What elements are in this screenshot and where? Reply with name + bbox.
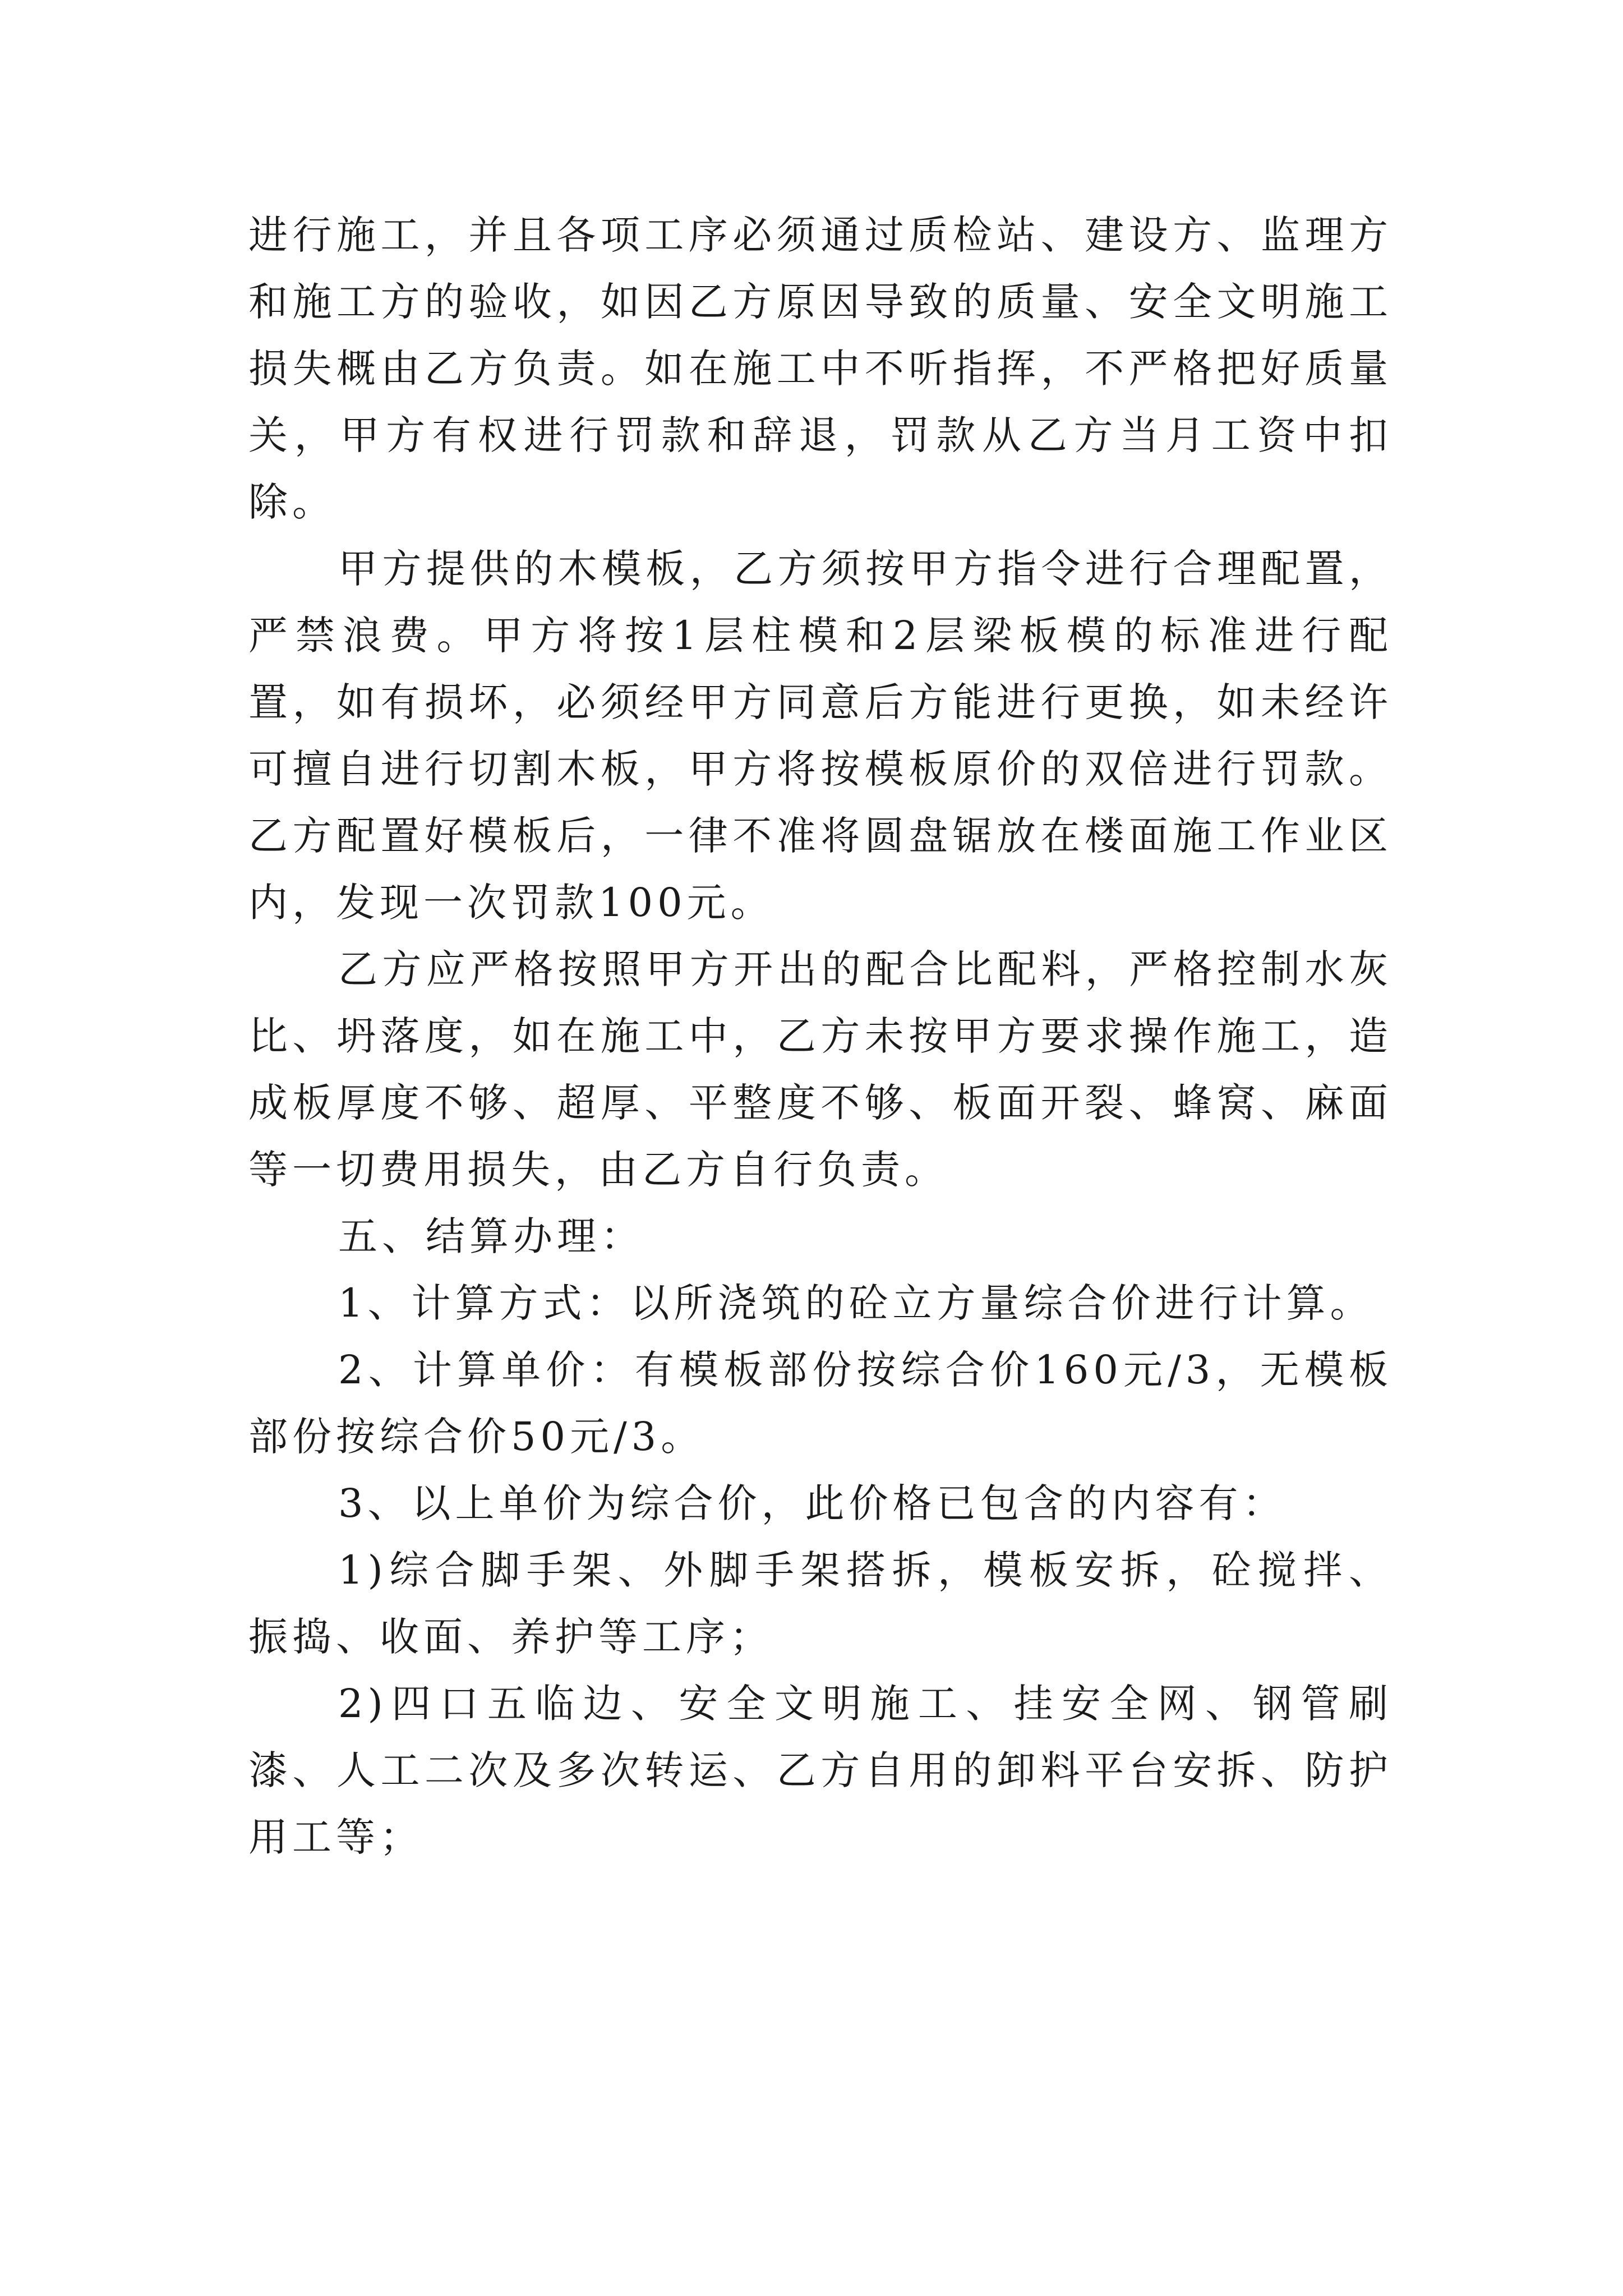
paragraph-2: 甲方提供的木模板，乙方须按甲方指令进行合理配置，严禁浪费。甲方将按1层柱模和2层梁板模的标准进行配置，如有损坏，必须经甲方同意后方能进行更换，如未经许可擅自进行切割木板，甲方将按模板原价的双倍进行罚款。乙方配置好模板后，一律不准将圆盘锯放在楼面施工作业区内，发现一次罚款100元。 <box>248 546 1393 926</box>
paragraph-1: 进行施工，并且各项工序必须通过质检站、建设方、监理方和施工方的验收，如因乙方原因导致的质量、安全文明施工损失概由乙方负责。如在施工中不听指挥，不严格把好质量关，甲方有权进行罚款和辞退，罚款从乙方当月工资中扣除。 <box>248 212 1393 525</box>
clause-calculation-method: 1、计算方式：以所浇筑的砼立方量综合价进行计算。 <box>338 1280 1374 1326</box>
paragraph-3: 乙方应严格按照甲方开出的配合比配料，严格控制水灰比、坍落度，如在施工中，乙方未按甲方要求操作施工，造成板厚度不够、超厚、平整度不够、板面开裂、蜂窝、麻面等一切费用损失，由乙方自行负责。 <box>248 946 1393 1193</box>
document-page <box>248 202 1393 1871</box>
clause-price-contents: 3、以上单价为综合价，此价格已包含的内容有： <box>338 1480 1287 1526</box>
list-item-1: 1)综合脚手架、外脚手架搭拆，模板安拆，砼搅拌、振捣、收面、养护等工序； <box>248 1547 1393 1660</box>
list-item-2: 2)四口五临边、安全文明施工、挂安全网、钢管刷漆、人工二次及多次转运、乙方自用的卸料平台安拆、防护用工等； <box>248 1681 1393 1860</box>
clause-unit-price: 2、计算单价：有模板部份按综合价160元/3，无模板部份按综合价50元/3。 <box>248 1347 1393 1460</box>
section-heading-settlement: 五、结算办理： <box>338 1213 644 1259</box>
